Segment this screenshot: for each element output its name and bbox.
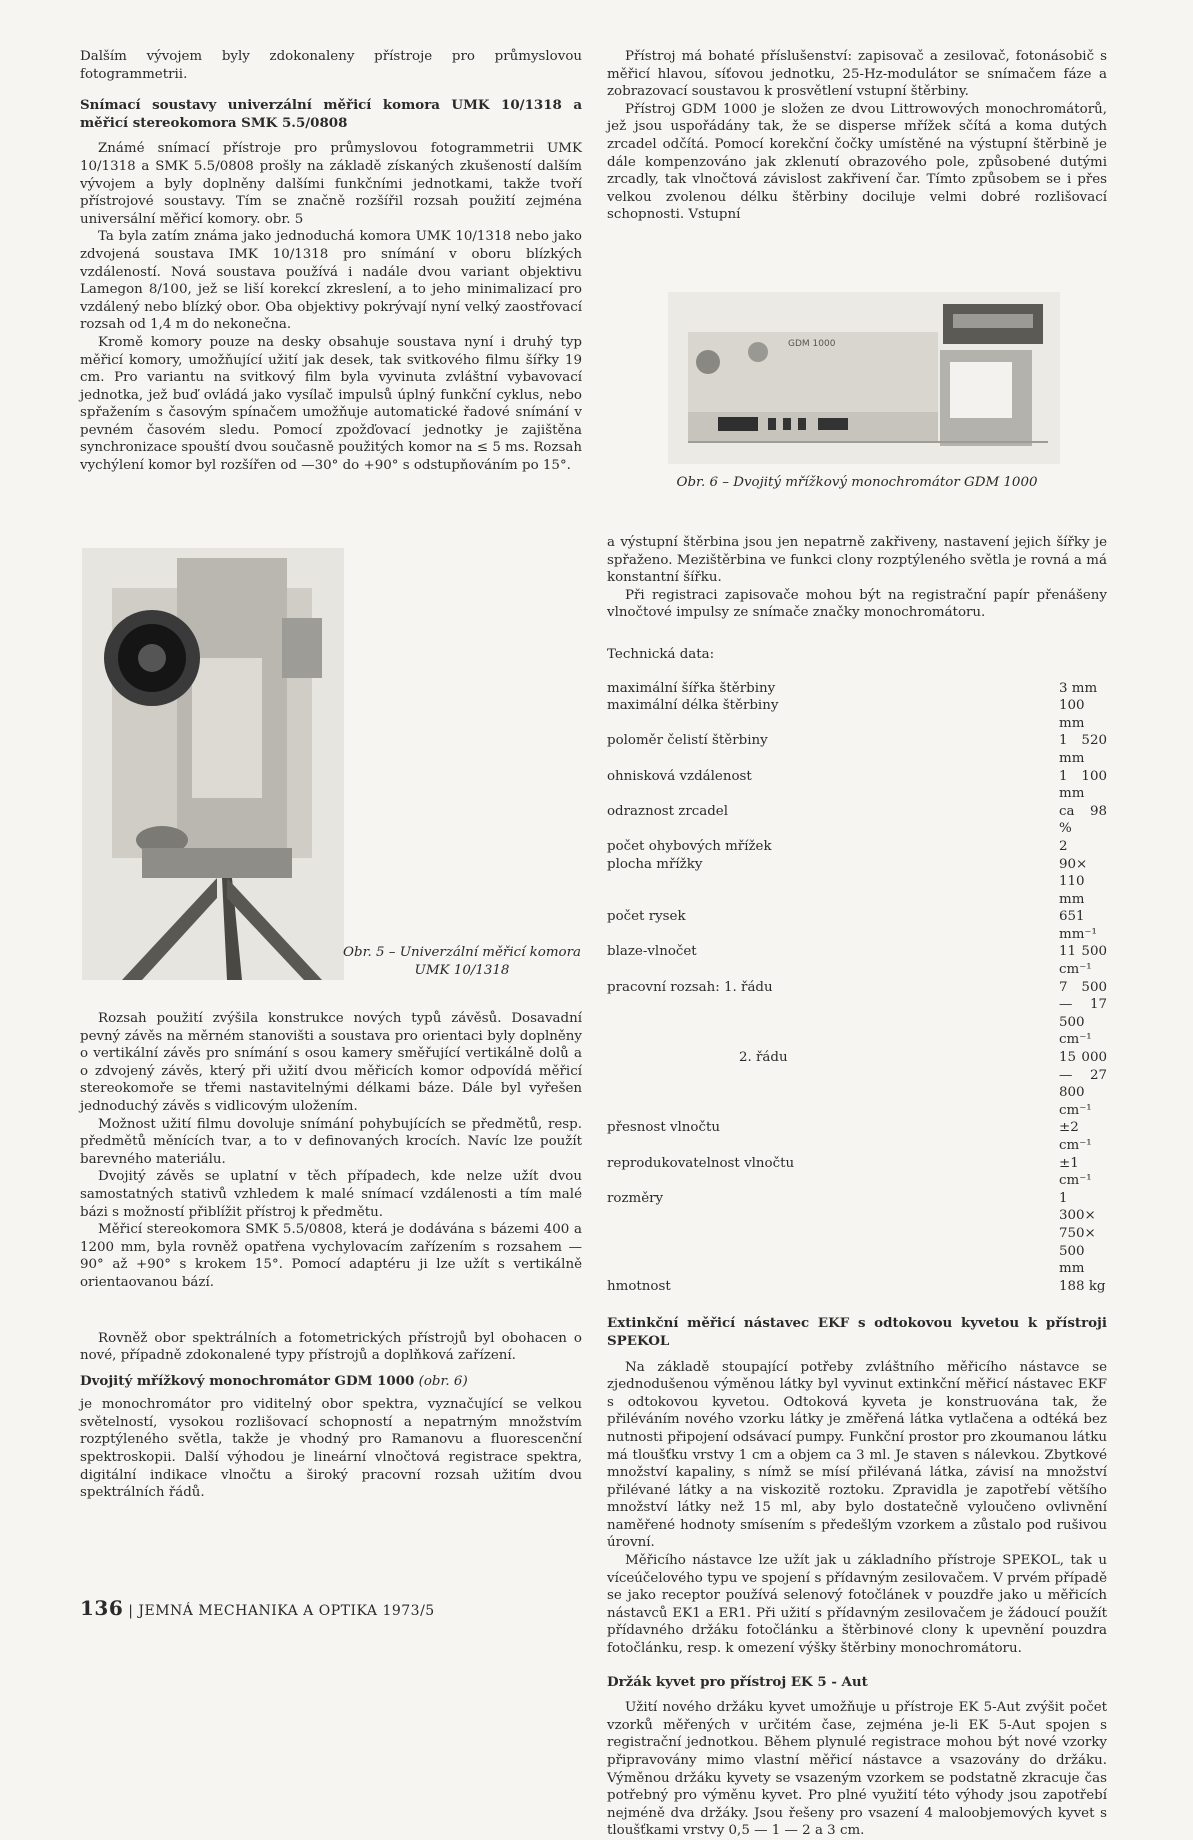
tech-data-key: odraznost zrcadel: [607, 803, 728, 819]
paragraph: Měřicí stereokomora SMK 5.5/0808, která je dodávána s bázemi 400 a 1200 mm, byla rovněž opatřena vychylovacím zařízením s rozsahem —90° až +90° s krokem 15°. Pomocí adaptéru ji lze užít s vertikálně orientaovanou bází.: [80, 1222, 582, 1290]
right-column-top: [607, 48, 1107, 224]
tech-data-row: [607, 1190, 1107, 1278]
tech-data-row: [607, 680, 1107, 698]
tech-data-value: ±1 cm⁻¹: [1059, 1155, 1092, 1189]
tech-data-value: 11 500 cm⁻¹: [1059, 944, 1107, 978]
section-heading-gdm: [80, 1373, 582, 1391]
tech-data-row: [607, 838, 1107, 856]
journal-name: JEMNÁ MECHANIKA A OPTIKA 1973/5: [138, 1603, 435, 1619]
tech-data-value: 3 mm: [1059, 680, 1098, 696]
paragraph: Užití nového držáku kyvet umožňuje u přístroje EK 5-Aut zvýšit počet vzorků měřených v určitém čase, zejména je-li EK 5-Aut spojen s registrační jednotkou. Během plynulé registrace mohou být nové vzorky připravovány mimo vlastní měřicí nástavce a vsazovány do držáku. Výměnou držáku kyvety se vsazeným vzorkem se podstatně zkracuje čas potřebný pro výměnu kyvet. Pro plné využití této výhody jsou zapotřebí nejméně dva držáky. Jsou řešeny pro vsazení 4 maloobjemových kyvet s tloušťkami vrstvy 0,5 — 1 — 2 a 3 cm.: [607, 1700, 1107, 1839]
tech-data-row: [607, 768, 1107, 803]
paragraph: je monochromátor pro viditelný obor spektra, vyznačující se velkou světelností, vysokou rozlišovací schopností a nepatrným množstvím rozptýleného světla, takže je vhodný pro Ramanovu a fluorescenční spektroskopii. Další výhodou je lineární vlnočtová registrace spektra, digitální indikace vlnočtu a široký pracovní rozsah užitím dvou spektrálních řádů.: [80, 1397, 582, 1501]
tech-data-key: reprodukovatelnost vlnočtu: [607, 1155, 795, 1171]
paragraph: Měřicího nástavce lze užít jak u základního přístroje SPEKOL, tak u víceúčelového typu ve spojení s přídavným zesilovačem. V prvém případě se jako receptor používá selenový fotočlánek v pouzdře jako u měřicích nástavců EK1 a ER1. Při užití s přídavným zesilovačem je žádoucí použít přídavného držáku fotočlánku a štěrbinové clony k upevnění pouzdra fotočlánku, resp. k omezení výšky štěrbiny monochromátoru.: [607, 1553, 1107, 1657]
tech-data-value: 1 100 mm: [1059, 768, 1107, 802]
tech-data-row: [607, 1155, 1107, 1190]
paragraph: a výstupní štěrbina jsou jen nepatrně zakřiveny, nastavení jejich šířky je spřaženo. Mezištěrbina ve funkci clony rozptýleného světla je rovná a má konstantní šířku.: [607, 535, 1107, 586]
tech-data-row: [607, 979, 1107, 1049]
section-heading-gdm-ref: (obr. 6): [418, 1373, 468, 1389]
paragraph: Rovněž obor spektrálních a fotometrických přístrojů byl obohacen o nové, případně zdokonalené typy přístrojů a doplňková zařízení.: [80, 1330, 582, 1364]
tech-data-key: pracovní rozsah: 1. řádu: [607, 979, 773, 995]
camera-illustration-icon: [82, 548, 344, 980]
tech-data-row: [607, 908, 1107, 943]
tech-data-value: 100 mm: [1059, 698, 1085, 731]
tech-data-value: 1 520 mm: [1059, 733, 1107, 766]
tech-data-key: ohnisková vzdálenost: [607, 768, 752, 784]
page-footer: [80, 1596, 435, 1620]
tech-data-heading: Technická data:: [607, 646, 715, 662]
paragraph: Dvojitý závěs se uplatní v těch případech, kde nelze užít dvou samostatných stativů vzhledem k malé snímací vzdálenosti a tím malé bázi s možností přiblížit přístroj k předmětu.: [80, 1169, 582, 1220]
tech-data-value: 651 mm⁻¹: [1059, 909, 1097, 942]
tech-data-key: plocha mřížky: [607, 856, 703, 872]
figure-6-caption: Obr. 6 – Dvojitý mřížkový monochromátor GDM 1000: [676, 475, 1038, 490]
paragraph: Přístroj má bohaté příslušenství: zapisovač a zesilovač, fotonásobič s měřicí hlavou, síťovou jednotku, 25-Hz-modulátor se snímačem fáze a zobrazovací soustavou k prosvětlení vstupní štěrbiny.: [607, 49, 1107, 100]
tech-data-row: [607, 1049, 1107, 1119]
tech-data-value: ±2 cm⁻¹: [1059, 1120, 1092, 1153]
tech-data-row: [607, 1278, 1107, 1296]
tech-data-key: maximální šířka štěrbiny: [607, 680, 776, 696]
tech-data-row: [607, 943, 1107, 978]
paragraph: Kromě komory pouze na desky obsahuje soustava nyní i druhý typ měřicí komory, umožňující užití jak desek, tak svitkového filmu šířky 19 cm. Pro variantu na svitkový film byla vyvinuta zvláštní vybavovací jednotka, jež buď ovládá jako vysílač impulsů úplný funkční cyklus, nebo spřažením s časovým spínačem umožňuje automatické řadové snímání v pevném časovém sledu. Pomocí zpožďovací jednotky je zajištěna synchronizace spouští dvou současně použitých komor na ≤ 5 ms. Rozsah vychýlení komor byl rozšířen od —30° do +90° s odstupňováním po 15°.: [80, 334, 582, 474]
figure-6-caption-box: [607, 474, 1107, 492]
tech-data-key: počet ohybových mřížek: [607, 838, 772, 854]
tech-data-value: 90× 110 mm: [1059, 856, 1088, 907]
tech-data-key: blaze-vlnočet: [607, 944, 697, 960]
paragraph: Možnost užití filmu dovoluje snímání pohybujících se předmětů, resp. předmětů měnících tvar, a to v definovaných krocích. Navíc lze použít barevného materiálu.: [80, 1116, 582, 1167]
paragraph: Při registraci zapisovače mohou být na registrační papír přenášeny vlnočtové impulsy ze snímače značky monochromátoru.: [607, 587, 1107, 621]
tech-data-key: přesnost vlnočtu: [607, 1120, 721, 1136]
paragraph: Známé snímací přístroje pro průmyslovou fotogrammetrii UMK 10/1318 a SMK 5.5/0808 prošly na základě získaných zkušeností dalším vývojem a byly doplněny dalšími funkčními jednotkami, takže tvoří přístrojové soustavy. Tím se značně rozšířil rozsah použití zejména universální měřicí komory. obr. 5: [80, 141, 582, 227]
tech-data-value: 188 kg: [1059, 1278, 1106, 1294]
intro-paragraph: Dalším vývojem byly zdokonaleny přístroje pro průmyslovou fotogrammetrii.: [80, 49, 582, 82]
tech-data-key: hmotnost: [607, 1278, 671, 1294]
paragraph: Přístroj GDM 1000 je složen ze dvou Littrowových monochromátorů, jež jsou uspořádány tak, že se disperse mřížek sčítá a koma dutých zrcadel odčítá. Pomocí korekční čočky umístěné na výstupní štěrbině je dále kompenzováno jak zklenutí obrazového pole, způsobené dutými zrcadly, tak vlnočtová závislost zakřivení čar. Tímto způsobem se i přes velkou zvolenou délku štěrbiny dociluje velmi dobré rozlišovací schopnosti. Vstupní: [607, 101, 1107, 223]
tech-data-table: [607, 680, 1107, 1296]
left-column-bottom: [80, 1010, 582, 1502]
page-number: 136: [80, 1596, 124, 1620]
tech-data-value: 7 500 — 17 500 cm⁻¹: [1059, 979, 1107, 1048]
camera-photo: [82, 548, 344, 980]
section-heading-ekf: Extinkční měřicí nástavec EKF s odtokovou kyvetou k přístroji SPEKOL: [607, 1315, 1107, 1349]
tech-data-row: [607, 732, 1107, 767]
left-column-top: [80, 48, 582, 475]
tech-data-row: [607, 856, 1107, 909]
tech-data-row: [607, 697, 1107, 732]
tech-data-key: poloměr čelistí štěrbiny: [607, 733, 768, 749]
tech-data-key: rozměry: [607, 1190, 664, 1206]
footer-divider: |: [128, 1603, 139, 1619]
section-heading-umk: Snímací soustavy univerzální měřicí komora UMK 10/1318 a měřicí stereokomora SMK 5.5/0808: [80, 97, 582, 131]
section-heading-gdm-title: Dvojitý mřížkový monochromátor GDM 1000: [80, 1372, 415, 1389]
tech-data-key: maximální délka štěrbiny: [607, 698, 779, 714]
monochromator-illustration-icon: [668, 292, 1060, 464]
monochromator-photo: [668, 292, 1060, 464]
paragraph: Ta byla zatím známa jako jednoduchá komora UMK 10/1318 nebo jako zdvojená soustava IMK 10/1318 pro snímání v oboru blízkých vzdáleností. Nová soustava používá i nadále dvou variant objektivu Lamegon 8/100, jež se liší korekcí zkreslení, a to jeho minimalizací pro vzdálený nebo blízký obor. Oba objektivy pokrývají nyní velký zaostřovací rozsah od 1,4 m do nekonečna.: [80, 229, 582, 333]
tech-data-key: 2. řádu: [739, 1050, 788, 1066]
tech-data-key: počet rysek: [607, 909, 686, 925]
tech-data-value: ca 98 %: [1059, 803, 1107, 837]
right-column-middle: [607, 534, 1107, 1840]
section-heading-ek5: Držák kyvet pro přístroj EK 5 - Aut: [607, 1673, 868, 1690]
tech-data-row: [607, 1119, 1107, 1154]
tech-data-value: 1 300× 750× 500 mm: [1059, 1190, 1096, 1277]
device-label: GDM 1000: [788, 339, 836, 349]
paragraph: Na základě stoupající potřeby zvláštního měřicího nástavce se zjednodušenou výměnou látky byl vyvinut extinkční měřicí nástavec EKF s odtokovou kyvetou. Odtoková kyveta je konstruována tak, že přiléváním nového vzorku látky je změřená látka vytlačena a odtéká bez nutnosti připojení odsávací pumpy. Funkční prostor pro zkoumanou látku má tloušťku vrstvy 1 cm a objem ca 3 ml. Je staven s nálevkou. Zbytkové množství kapaliny, s nímž se mísí přilévaná látka, závisí na množství přilévané látky a na viskozitě roztoku. Zpravidla je zapotřebí většího množství látky než 15 ml, aby bylo dostatečně vyloučeno ovlivnění naměřené hodnoty smísením s předešlým vzorkem a zůstalo pod rušivou úrovní.: [607, 1359, 1107, 1551]
figure-5-caption-box: [338, 944, 586, 979]
paragraph: Rozsah použití zvýšila konstrukce nových typů závěsů. Dosavadní pevný závěs na měrném stanovišti a soustava pro orientaci byly doplněny o vertikální závěs pro snímání s osou kamery směřující vertikálně dolů a o zdvojený závěs, který při užití dvou měřicích komor odpovídá měřicí stereokomoře se třemi nastavitelnými délkami báze. Dále byl vyřešen jednoduchý závěs s vidlicovým uložením.: [80, 1011, 582, 1114]
tech-data-value: 2: [1059, 838, 1068, 854]
tech-data-row: [607, 803, 1107, 838]
tech-data-value: 15 000 — 27 800 cm⁻¹: [1059, 1050, 1107, 1118]
figure-5-caption: Obr. 5 – Univerzální měřicí komora UMK 10/1318: [343, 945, 581, 978]
